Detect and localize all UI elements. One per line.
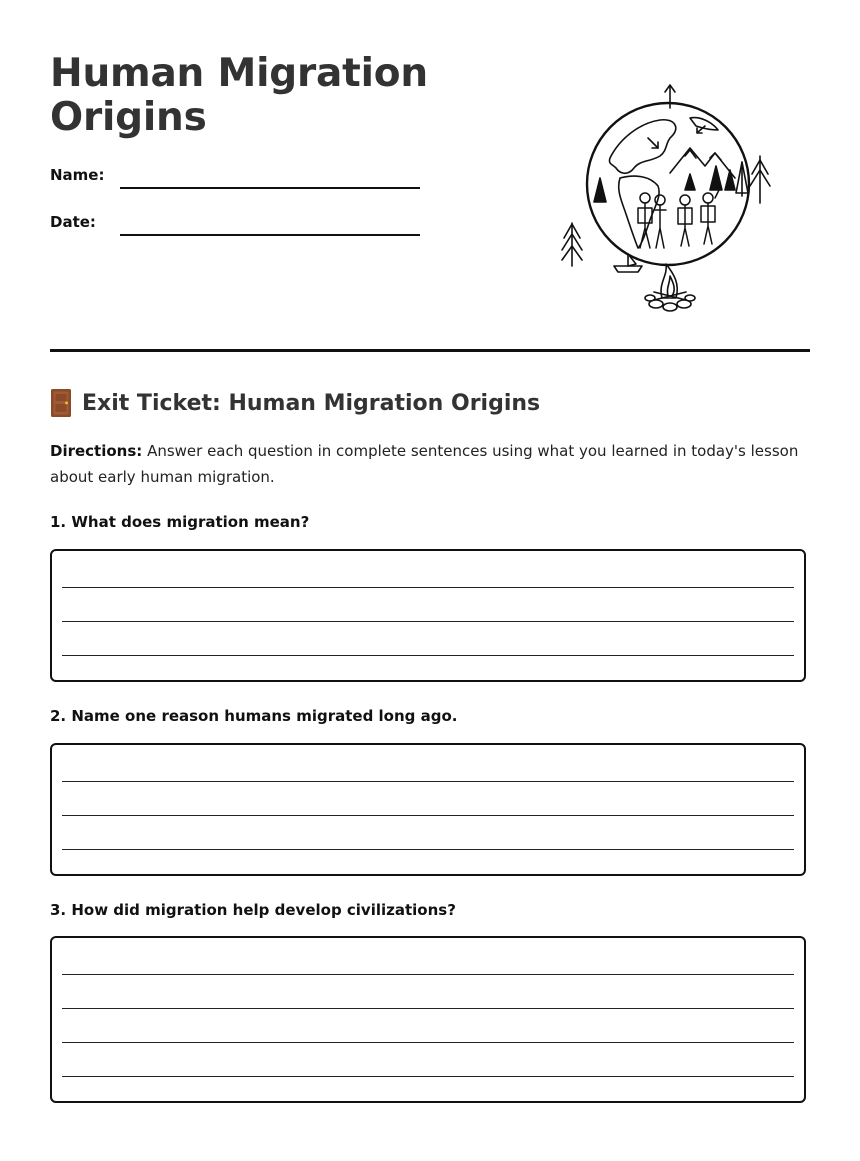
date-label: Date: — [50, 213, 96, 231]
answer-line — [62, 849, 794, 850]
page-title: Human Migration Origins — [50, 51, 428, 140]
question-1-label: 1. What does migration mean? — [50, 513, 310, 531]
answer-line — [62, 1076, 794, 1077]
directions-label: Directions: — [50, 442, 143, 460]
answer-line — [62, 815, 794, 816]
section-heading — [50, 388, 540, 418]
answer-line — [62, 587, 794, 588]
name-field[interactable] — [120, 187, 420, 189]
question-2-answer-box[interactable] — [50, 743, 806, 876]
globe-migration-illustration-icon — [550, 78, 780, 318]
question-2-label: 2. Name one reason humans migrated long ago. — [50, 707, 458, 725]
date-field[interactable] — [120, 234, 420, 236]
question-3-answer-box[interactable] — [50, 936, 806, 1103]
question-3-label: 3. How did migration help develop civilizations? — [50, 901, 456, 919]
answer-line — [62, 655, 794, 656]
answer-line — [62, 781, 794, 782]
door-icon — [50, 388, 72, 418]
name-label: Name: — [50, 166, 105, 184]
directions — [50, 438, 810, 490]
answer-line — [62, 1008, 794, 1009]
directions-text: Answer each question in complete sentences using what you learned in today's lesson about early human migration. — [50, 442, 799, 486]
question-1-answer-box[interactable] — [50, 549, 806, 682]
answer-line — [62, 974, 794, 975]
answer-line — [62, 1042, 794, 1043]
section-heading-text: Exit Ticket: Human Migration Origins — [82, 390, 541, 416]
answer-line — [62, 621, 794, 622]
section-divider — [50, 349, 810, 352]
